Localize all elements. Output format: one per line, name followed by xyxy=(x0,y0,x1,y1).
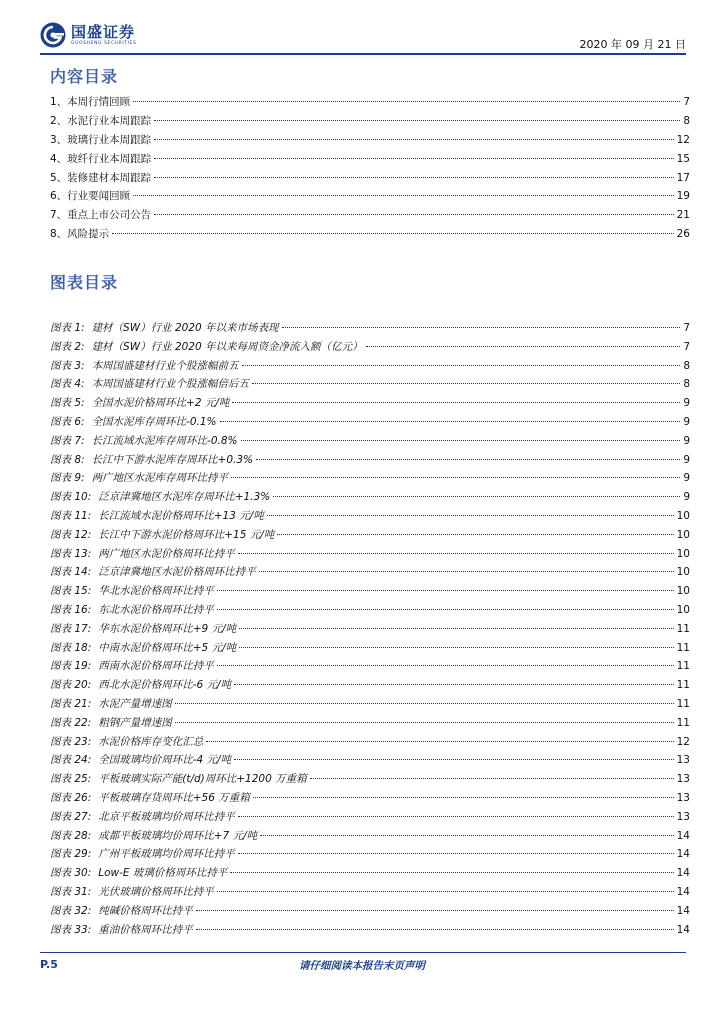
figure-entry[interactable] xyxy=(50,432,690,451)
figure-entry[interactable] xyxy=(50,582,690,601)
figure-entry[interactable] xyxy=(50,808,690,827)
toc-page-number: 15 xyxy=(676,152,690,165)
figure-entry[interactable] xyxy=(50,620,690,639)
figure-caption: 华东水泥价格周环比+9 元/吨 xyxy=(98,622,237,635)
dot-leader xyxy=(154,177,673,178)
dot-leader xyxy=(310,778,674,779)
logo-english-name: GUOSHENG SECURITIES xyxy=(71,40,137,46)
toc-page-number: 21 xyxy=(676,209,690,222)
figure-entry-label xyxy=(50,413,219,432)
toc-entry[interactable] xyxy=(50,93,690,112)
figure-entry-label xyxy=(50,526,276,545)
dot-leader xyxy=(154,158,673,159)
dot-leader xyxy=(154,214,673,215)
figure-number: 图表 28: xyxy=(50,829,92,842)
figure-caption: 全国水泥价格周环比+2 元/吨 xyxy=(91,397,230,410)
figure-number: 图表 21: xyxy=(50,697,92,710)
figure-entry-label xyxy=(50,733,205,752)
dot-leader xyxy=(217,590,674,591)
dot-leader xyxy=(206,741,673,742)
figure-page-number: 11 xyxy=(676,641,690,654)
footer-divider xyxy=(40,952,686,953)
figure-page-number: 9 xyxy=(683,472,690,485)
figure-entry[interactable] xyxy=(50,413,690,432)
figure-number: 图表 31: xyxy=(50,885,92,898)
figure-page-number: 9 xyxy=(683,434,690,447)
figure-page-number: 11 xyxy=(676,716,690,729)
figure-caption: 平板玻璃实际产能(t/d)周环比+1200 万重箱 xyxy=(98,773,307,786)
figure-entry-label xyxy=(50,582,216,601)
figure-entry[interactable] xyxy=(50,827,690,846)
figure-page-number: 10 xyxy=(676,585,690,598)
figure-number: 图表 29: xyxy=(50,848,92,861)
figure-number: 图表 2: xyxy=(50,340,85,353)
header-divider xyxy=(40,53,686,55)
figure-caption: 粗钢产量增速图 xyxy=(98,716,172,729)
dot-leader xyxy=(154,120,680,121)
dot-leader xyxy=(260,835,674,836)
figure-page-number: 9 xyxy=(683,397,690,410)
toc-entry[interactable] xyxy=(50,112,690,131)
figure-entry[interactable] xyxy=(50,469,690,488)
dot-leader xyxy=(253,797,674,798)
figure-page-number: 7 xyxy=(683,340,690,353)
figure-entry[interactable] xyxy=(50,526,690,545)
dot-leader xyxy=(217,665,674,666)
figure-number: 图表 18: xyxy=(50,641,92,654)
disclaimer-note: 请仔细阅读本报告末页声明 xyxy=(299,960,425,972)
figure-number: 图表 20: xyxy=(50,679,92,692)
toc-entry[interactable] xyxy=(50,150,690,169)
figure-entry-label xyxy=(50,883,216,902)
figures-list xyxy=(50,319,690,939)
figure-entry[interactable] xyxy=(50,714,690,733)
figure-caption: 北京平板玻璃均价周环比持平 xyxy=(98,810,235,823)
figure-entry-label xyxy=(50,488,272,507)
figure-entry-label xyxy=(50,751,233,770)
figure-caption: 建材（SW）行业 2020 年以来市场表现 xyxy=(91,322,279,334)
figure-page-number: 9 xyxy=(683,491,690,504)
figure-entry[interactable] xyxy=(50,639,690,658)
dot-leader xyxy=(175,703,674,704)
figure-number: 图表 10: xyxy=(50,491,92,504)
toc-entry-label: 1、本周行情回顾 xyxy=(50,96,131,108)
figure-page-number: 10 xyxy=(676,547,690,560)
dot-leader xyxy=(112,233,673,234)
dot-leader xyxy=(231,477,680,478)
figure-number: 图表 9: xyxy=(50,472,85,485)
figure-page-number: 13 xyxy=(676,773,690,786)
dot-leader xyxy=(196,910,674,911)
figure-caption: 华北水泥价格周环比持平 xyxy=(98,585,214,598)
figure-number: 图表 16: xyxy=(50,603,92,616)
figure-page-number: 11 xyxy=(676,679,690,692)
toc-entry-label: 5、装修建材本周跟踪 xyxy=(50,171,152,184)
toc-entry[interactable] xyxy=(50,206,690,225)
figure-page-number: 13 xyxy=(676,810,690,823)
figure-entry-label xyxy=(50,338,365,357)
figure-caption: 本周国盛建材行业个股涨幅前五 xyxy=(91,359,239,372)
figure-entry[interactable] xyxy=(50,338,690,357)
toc-entry-label: 7、重点上市公司公告 xyxy=(50,209,152,222)
toc-list xyxy=(50,93,690,244)
figure-entry-label xyxy=(50,620,238,639)
figure-page-number: 13 xyxy=(676,754,690,767)
dot-leader xyxy=(196,929,674,930)
figure-entry[interactable] xyxy=(50,695,690,714)
company-logo xyxy=(40,22,136,48)
dot-leader xyxy=(252,383,680,384)
figure-page-number: 14 xyxy=(676,885,690,898)
figure-caption: 泛京津冀地区水泥价格周环比持平 xyxy=(98,566,256,579)
dot-leader xyxy=(282,327,681,328)
dot-leader xyxy=(238,853,674,854)
dot-leader xyxy=(277,534,673,535)
figure-entry-label xyxy=(50,469,230,488)
toc-page-number: 8 xyxy=(683,114,690,127)
figure-number: 图表 3: xyxy=(50,359,85,372)
dot-leader xyxy=(238,816,674,817)
figure-caption: 长江中下游水泥价格周环比+15 元/吨 xyxy=(98,528,275,541)
figure-number: 图表 13: xyxy=(50,547,92,560)
figure-entry-label xyxy=(50,601,216,620)
figure-entry[interactable] xyxy=(50,657,690,676)
figure-number: 图表 12: xyxy=(50,528,92,541)
dot-leader xyxy=(238,553,674,554)
figure-caption: 西南水泥价格周环比持平 xyxy=(98,660,214,673)
toc-entry[interactable] xyxy=(50,187,690,206)
figure-page-number: 10 xyxy=(676,566,690,579)
figure-entry-label xyxy=(50,319,281,338)
dot-leader xyxy=(256,459,680,460)
figure-entry-label xyxy=(50,375,251,394)
figure-entry[interactable] xyxy=(50,921,690,940)
figure-entry[interactable] xyxy=(50,845,690,864)
toc-entry-label: 8、风险提示 xyxy=(50,228,110,241)
toc-entry-label: 3、玻璃行业本周跟踪 xyxy=(50,133,152,146)
figure-entry-label xyxy=(50,921,195,940)
figure-entry-label xyxy=(50,639,238,658)
figure-caption: 东北水泥价格周环比持平 xyxy=(98,603,214,616)
dot-leader xyxy=(154,139,673,140)
dot-leader xyxy=(242,365,681,366)
figure-page-number: 14 xyxy=(676,829,690,842)
figure-entry-label xyxy=(50,394,231,413)
figure-entry-label xyxy=(50,714,174,733)
figure-entry-label xyxy=(50,864,229,883)
figure-number: 图表 4: xyxy=(50,378,85,391)
figure-page-number: 11 xyxy=(676,622,690,635)
figure-number: 图表 15: xyxy=(50,585,92,598)
figure-page-number: 10 xyxy=(676,528,690,541)
figure-number: 图表 6: xyxy=(50,415,85,428)
figure-caption: 本周国盛建材行业个股涨幅倍后五 xyxy=(91,378,250,391)
figure-entry-label xyxy=(50,451,255,470)
figure-entry-label xyxy=(50,357,241,376)
figure-page-number: 9 xyxy=(683,415,690,428)
figure-page-number: 9 xyxy=(683,453,690,466)
figure-entry[interactable] xyxy=(50,375,690,394)
dot-leader xyxy=(366,346,681,347)
page-number: P.5 xyxy=(40,958,58,971)
figure-entry[interactable] xyxy=(50,770,690,789)
figure-entry-label xyxy=(50,789,252,808)
figure-caption: 成都平板玻璃均价周环比+7 元/吨 xyxy=(98,829,258,842)
dot-leader xyxy=(133,101,680,102)
figure-number: 图表 8: xyxy=(50,453,85,466)
figure-entry-label xyxy=(50,902,195,921)
toc-page-number: 26 xyxy=(676,228,690,241)
dot-leader xyxy=(133,195,673,196)
figure-entry-label xyxy=(50,827,259,846)
figure-entry[interactable] xyxy=(50,676,690,695)
figure-entry[interactable] xyxy=(50,789,690,808)
figure-caption: 中南水泥价格周环比+5 元/吨 xyxy=(98,641,237,654)
figure-caption: 光伏玻璃价格周环比持平 xyxy=(98,885,214,898)
figure-number: 图表 27: xyxy=(50,810,92,823)
figure-page-number: 14 xyxy=(676,923,690,936)
figure-caption: 纯碱价格周环比持平 xyxy=(98,904,193,917)
figure-number: 图表 33: xyxy=(50,923,92,936)
figure-caption: Low-E 玻璃价格周环比持平 xyxy=(98,867,228,880)
figure-entry-label xyxy=(50,432,240,451)
figure-page-number: 14 xyxy=(676,867,690,880)
dot-leader xyxy=(234,684,674,685)
toc-page-number: 17 xyxy=(676,171,690,184)
toc-page-number: 7 xyxy=(683,96,690,108)
dot-leader xyxy=(220,421,681,422)
figure-entry[interactable] xyxy=(50,488,690,507)
toc-entry[interactable] xyxy=(50,225,690,244)
figure-number: 图表 17: xyxy=(50,622,92,635)
figure-page-number: 11 xyxy=(676,697,690,710)
toc-entry[interactable] xyxy=(50,169,690,188)
figure-page-number: 8 xyxy=(683,359,690,372)
toc-entry-label: 6、行业要闻回顾 xyxy=(50,190,131,203)
dot-leader xyxy=(239,628,674,629)
figure-entry-label xyxy=(50,563,258,582)
figure-caption: 两广地区水泥价格周环比持平 xyxy=(98,547,235,560)
figure-entry[interactable] xyxy=(50,733,690,752)
figure-entry[interactable] xyxy=(50,864,690,883)
figure-number: 图表 19: xyxy=(50,660,92,673)
figure-caption: 长江中下游水泥库存周环比+0.3% xyxy=(91,453,254,466)
dot-leader xyxy=(232,402,680,403)
dot-leader xyxy=(175,722,674,723)
figure-caption: 广州平板玻璃均价周环比持平 xyxy=(98,848,235,861)
figure-caption: 西北水泥价格周环比-6 元/吨 xyxy=(98,679,232,692)
figure-number: 图表 1: xyxy=(50,322,85,334)
figure-caption: 水泥价格库存变化汇总 xyxy=(98,735,204,748)
figure-entry[interactable] xyxy=(50,545,690,564)
figure-entry-label xyxy=(50,657,216,676)
figure-entry[interactable] xyxy=(50,563,690,582)
figure-entry[interactable] xyxy=(50,357,690,376)
figure-entry-label xyxy=(50,808,237,827)
figure-number: 图表 11: xyxy=(50,509,92,522)
figure-page-number: 10 xyxy=(676,509,690,522)
figure-entry[interactable] xyxy=(50,751,690,770)
figure-page-number: 7 xyxy=(683,322,690,334)
toc-entry-label: 2、水泥行业本周跟踪 xyxy=(50,114,152,127)
dot-leader xyxy=(217,891,674,892)
figure-page-number: 14 xyxy=(676,904,690,917)
figure-caption: 水泥产量增速图 xyxy=(98,697,172,710)
toc-title: 内容目录 xyxy=(50,67,119,86)
figure-number: 图表 26: xyxy=(50,791,92,804)
figure-caption: 重油价格周环比持平 xyxy=(98,923,193,936)
figure-caption: 长江流域水泥价格周环比+13 元/吨 xyxy=(98,509,264,522)
figure-caption: 长江流域水泥库存周环比-0.8% xyxy=(91,434,238,447)
dot-leader xyxy=(273,496,680,497)
figure-caption: 平板玻璃存货周环比+56 万重箱 xyxy=(98,791,250,804)
figure-page-number: 12 xyxy=(676,735,690,748)
figure-entry-label xyxy=(50,695,174,714)
dot-leader xyxy=(241,440,681,441)
figure-number: 图表 30: xyxy=(50,867,92,880)
figure-number: 图表 24: xyxy=(50,754,92,767)
figure-page-number: 11 xyxy=(676,660,690,673)
figure-number: 图表 22: xyxy=(50,716,92,729)
figure-entry[interactable] xyxy=(50,394,690,413)
guosheng-logo-icon xyxy=(40,22,66,48)
figure-entry[interactable] xyxy=(50,601,690,620)
dot-leader xyxy=(230,872,673,873)
report-date: 2020 年 09 月 21 日 xyxy=(579,38,686,51)
toc-entry-label: 4、玻纤行业本周跟踪 xyxy=(50,152,152,165)
figure-entry[interactable] xyxy=(50,883,690,902)
toc-page-number: 12 xyxy=(676,133,690,146)
figure-number: 图表 14: xyxy=(50,566,92,579)
figure-page-number: 8 xyxy=(683,378,690,391)
figure-entry-label xyxy=(50,507,266,526)
dot-leader xyxy=(259,571,674,572)
logo-chinese-name: 国盛证券 xyxy=(71,22,136,41)
figures-title: 图表目录 xyxy=(50,273,119,292)
figure-caption: 全国水泥库存周环比-0.1% xyxy=(91,415,217,428)
figure-entry-label xyxy=(50,676,233,695)
figure-entry-label xyxy=(50,845,237,864)
figure-entry[interactable] xyxy=(50,902,690,921)
toc-entry[interactable] xyxy=(50,131,690,150)
page-header xyxy=(40,22,686,52)
figure-entry-label xyxy=(50,545,237,564)
figure-page-number: 10 xyxy=(676,603,690,616)
figure-caption: 泛京津冀地区水泥库存周环比+1.3% xyxy=(98,491,271,504)
figure-number: 图表 32: xyxy=(50,904,92,917)
toc-page-number: 19 xyxy=(676,190,690,203)
figure-caption: 两广地区水泥库存周环比持平 xyxy=(91,472,229,485)
dot-leader xyxy=(234,759,674,760)
figure-caption: 建材（SW）行业 2020 年以来每周资金净流入额（亿元） xyxy=(91,340,363,353)
dot-leader xyxy=(239,647,674,648)
figure-entry[interactable] xyxy=(50,507,690,526)
figure-number: 图表 25: xyxy=(50,773,92,786)
figure-number: 图表 23: xyxy=(50,735,92,748)
figure-page-number: 14 xyxy=(676,848,690,861)
figure-entry-label xyxy=(50,770,309,789)
figure-entry[interactable] xyxy=(50,451,690,470)
dot-leader xyxy=(217,609,674,610)
figure-caption: 全国玻璃均价周环比-4 元/吨 xyxy=(98,754,232,767)
figure-number: 图表 7: xyxy=(50,434,85,447)
dot-leader xyxy=(267,515,674,516)
figure-page-number: 13 xyxy=(676,791,690,804)
figure-entry[interactable] xyxy=(50,319,690,338)
figure-number: 图表 5: xyxy=(50,397,85,410)
